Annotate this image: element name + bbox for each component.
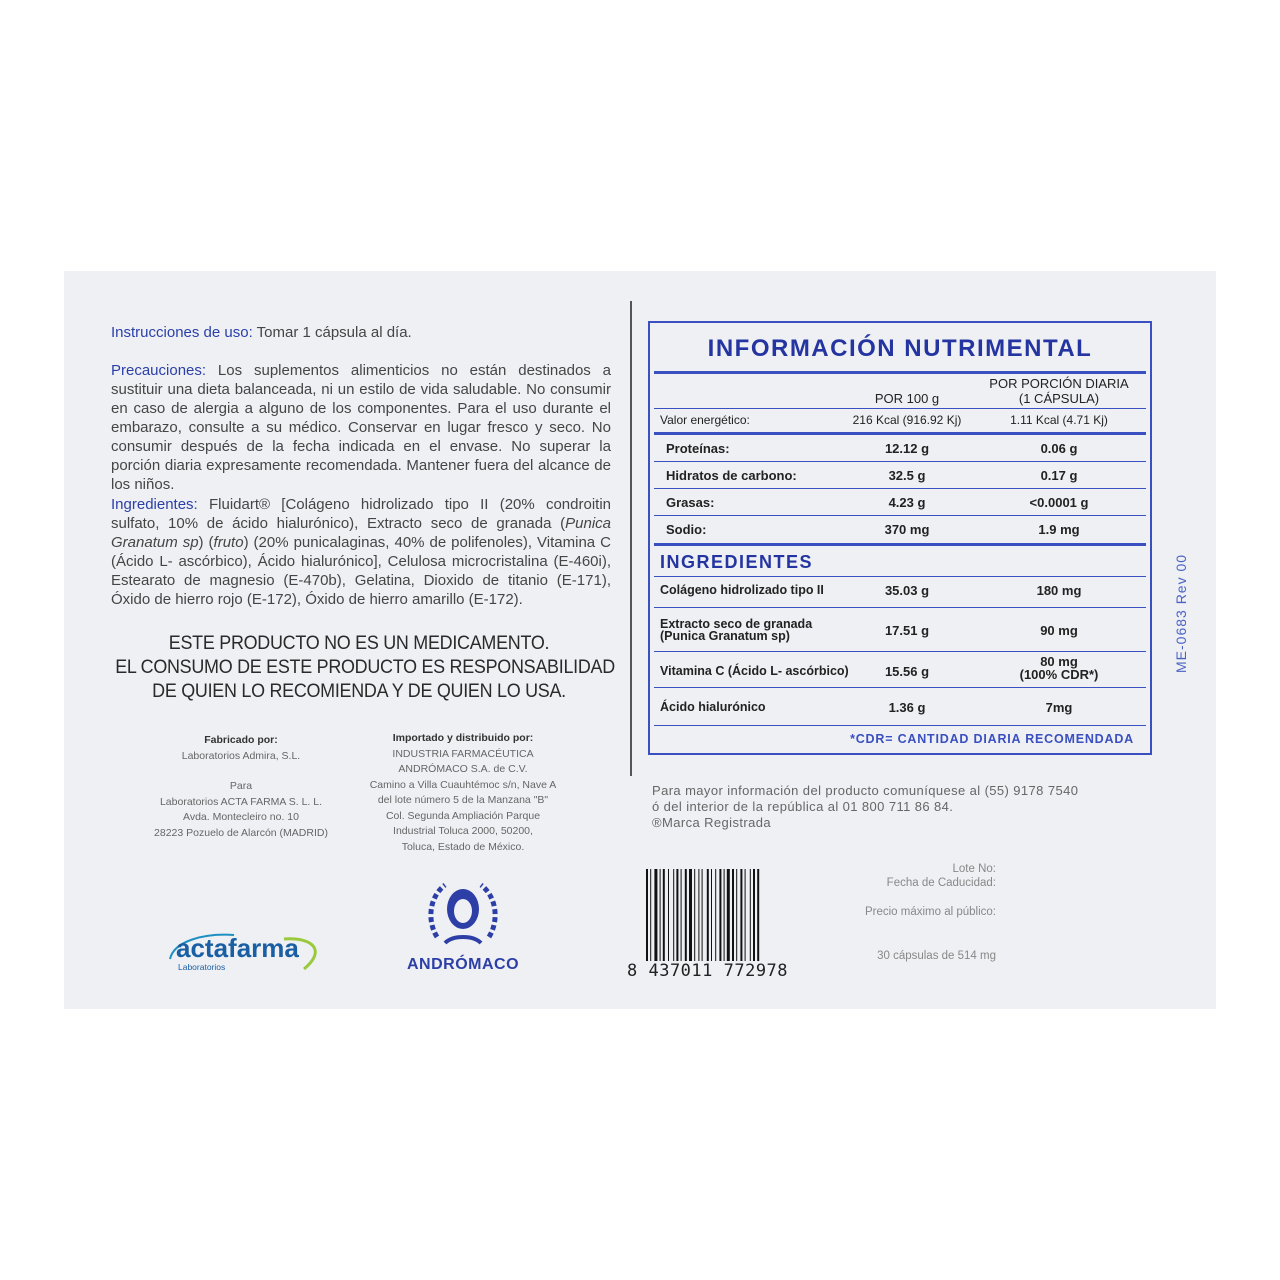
divider [654,651,1146,652]
divider [654,725,1146,726]
ingredient-daily: 7mg [1045,700,1073,715]
barcode-bar [694,869,695,965]
ingredient-per100: 17.51 g [884,623,930,638]
cdr-note: *CDR= CANTIDAD DIARIA RECOMENDADA [850,732,1134,746]
col-header-100g: POR 100 g [874,391,940,406]
registered-mark: ®Marca Registrada [652,815,771,830]
nutrient-daily: 1.9 mg [1038,522,1080,537]
ingredient-daily: 90 mg [1040,623,1078,638]
barcode-bar [711,869,712,965]
precautions-text: Los suplementos alimenticios no están destinados a sustituir una dieta balanceada, ni un estilo de vida saludable. No consumir en caso de alergia a alguno de los componentes. Para el uso durante el embarazo, consulte a su médico. Conservar en lugar fresco y seco. No consumir después de la fecha indicada en el envase. No superar la porción diaria expresamente recomendada. Mantener fuera del alcance de los niños. [111,362,611,493]
ingredients-text-3: ) (20% punicalaginas, 40% de polifenoles), Vitamina C (Ácido L- ascórbico), Ácido hialurónico], Celulosa microcristalina (E-460i), Estearato de magnesio (E-470b), Gelatina, Dioxido de titanio (E-171), Óxido de hierro rojo (E-172), Óxido de hierro amarillo (E-172). [111,534,611,608]
laurel-portrait-icon [423,877,503,949]
nutrient-per100: 4.23 g [888,495,926,510]
ingredient-label: Vitamina C (Ácido L- ascórbico) [660,664,849,678]
divider [654,432,1146,435]
ingredients-table-title: INGREDIENTES [660,552,814,572]
andromaco-logo [398,877,528,974]
andromaco-name: ANDRÓMACO [406,956,520,973]
divider [654,607,1146,608]
contact-line: ó del interior de la república al 01 800 711 86 84. [652,799,954,814]
package-back-panel [64,271,1216,1009]
revision-code: ME-0683 Rev 00 [1173,553,1189,673]
divider [654,488,1146,489]
barcode-bar [646,869,648,965]
ingredients-italic-1: Punica Granatum sp [111,515,611,551]
ingredient-per100: 1.36 g [888,700,926,715]
barcode-bar [724,869,725,965]
barcode-bar [753,869,755,965]
divider [654,687,1146,688]
ingredients-italic-2: fruto [213,534,244,551]
barcode-bar [676,869,678,965]
barcode-bar [673,869,674,965]
barcode-bar [689,869,692,965]
column-divider [630,301,632,776]
actafarma-name: actafarma [176,933,299,963]
manufacturer-for-line: Laboratorios ACTA FARMA S. L. L. [159,795,323,808]
barcode-number: 8 437011 772978 [627,961,789,981]
content-quantity: 30 cápsulas de 514 mg [877,950,996,962]
barcode-bar [663,869,665,965]
barcode-bar [654,869,657,965]
barcode-bar [757,869,759,965]
nutrient-label: Sodio: [666,522,707,537]
divider [654,576,1146,577]
warning-statement [115,631,615,703]
barcode-bar [745,869,746,965]
actafarma-wordmark [176,933,299,964]
warning-line-2: EL CONSUMO DE ESTE PRODUCTO ES RESPONSABILIDAD [115,656,615,678]
importer-heading: Importado y distribuido por: [392,732,534,744]
importer-line: ANDRÓMACO S.A. de C.V. [398,763,528,775]
nutrient-label: Grasas: [666,495,715,510]
barcode-bar [685,869,687,965]
nutrient-per100: 12.12 g [884,441,930,456]
manufacturer-for-line: Avda. Montecleiro no. 10 [183,811,299,823]
energy-daily: 1.11 Kcal (4.71 Kj) [1010,413,1108,427]
nutrition-title: INFORMACIÓN NUTRIMENTAL [707,335,1093,362]
ingredient-daily-cdr: (100% CDR*) [1019,667,1099,682]
barcode-bar [702,869,703,965]
expiry-label: Fecha de Caducidad: [886,877,996,889]
ingredients-paragraph [111,495,611,609]
energy-per100: 216 Kcal (916.92 Kj) [852,413,962,427]
precautions [111,361,611,494]
nutrient-per100: 32.5 g [888,468,926,483]
barcode-bar [736,869,737,965]
max-price-label: Precio máximo al público: [864,906,996,918]
importer-line: Camino a Villa Cuauhtémoc s/n, Nave A [369,778,557,791]
importer-line: del lote número 5 de la Manzana "B" [377,794,549,806]
importer-line: INDUSTRIA FARMACÉUTICA [392,747,534,760]
ingredient-label-sub: (Punica Granatum sp) [660,629,790,643]
barcode-bar [719,869,721,965]
divider [654,543,1146,546]
barcode-bar [715,869,716,965]
barcode-bar [698,869,699,965]
col-header-daily: POR PORCIÓN DIARIA [989,376,1129,391]
nutrient-per100: 370 mg [884,522,930,537]
actafarma-logo [164,929,329,984]
precautions-label: Precauciones: [111,362,207,379]
nutrient-label: Hidratos de carbono: [666,468,797,483]
barcode-bar [650,869,651,965]
instructions-text: Tomar 1 cápsula al día. [252,324,412,341]
divider [654,461,1146,462]
lot-number-label: Lote No: [952,863,996,875]
warning-line-3: DE QUIEN LO RECOMIENDA Y DE QUIEN LO USA. [152,680,566,702]
divider [654,371,1146,374]
barcode-bar [750,869,751,965]
ingredient-per100: 35.03 g [884,583,930,598]
barcode-bar [660,869,661,965]
barcode-bar [727,869,730,965]
manufacturer-heading: Fabricado por: [204,734,278,746]
ingredients-text-2: ) ( [198,534,214,551]
contact-line: Para mayor información del producto comuníquese al (55) 9178 7540 [652,783,1079,798]
nutrient-daily: <0.0001 g [1029,495,1089,510]
ingredients-label: Ingredientes: [111,496,198,513]
col-header-daily-sub: (1 CÁPSULA) [1018,391,1100,406]
instructions [111,323,611,342]
warning-line-1: ESTE PRODUCTO NO ES UN MEDICAMENTO. [168,632,550,654]
importer-line: Toluca, Estado de México. [401,840,525,853]
manufacturer-name: Laboratorios Admira, S.L. [181,749,301,762]
barcode-bar [732,869,734,965]
nutrition-table [648,321,1152,755]
energy-label: Valor energético: [660,413,750,427]
importer-line: Col. Segunda Ampliación Parque [385,809,541,822]
manufacturer-for-line: 28223 Pozuelo de Alarcón (MADRID) [154,826,328,839]
ingredient-label: Colágeno hidrolizado tipo II [660,583,824,597]
ingredients-text-1: Fluidart® [Colágeno hidrolizado tipo II (20% condroitin sulfato, 10% de ácido hialurónico), Extracto seco de granada ( [111,496,611,532]
barcode-bar [707,869,709,965]
barcode-icon [644,869,809,965]
manufacturer-for-label: Para [229,780,253,792]
nutrient-daily: 0.17 g [1040,468,1078,483]
actafarma-subtitle: Laboratorios [178,962,226,972]
nutrient-label: Proteínas: [666,441,730,456]
ingredient-per100: 15.56 g [884,664,930,679]
divider [654,515,1146,516]
nutrient-daily: 0.06 g [1040,441,1078,456]
ingredient-label: Ácido hialurónico [660,700,766,714]
importer-block [354,731,572,855]
barcode-bar [681,869,682,965]
manufacturer-block [134,733,348,841]
barcode-bar [740,869,742,965]
ingredient-daily: 80 mg [1040,654,1078,669]
divider [654,408,1146,409]
importer-line: Industrial Toluca 2000, 50200, [393,825,533,837]
instructions-label: Instrucciones de uso: [111,324,253,341]
ingredient-daily: 180 mg [1036,583,1082,598]
barcode-bar [668,869,669,965]
ingredient-label: Extracto seco de granada [660,617,813,631]
contact-info [652,783,1078,831]
